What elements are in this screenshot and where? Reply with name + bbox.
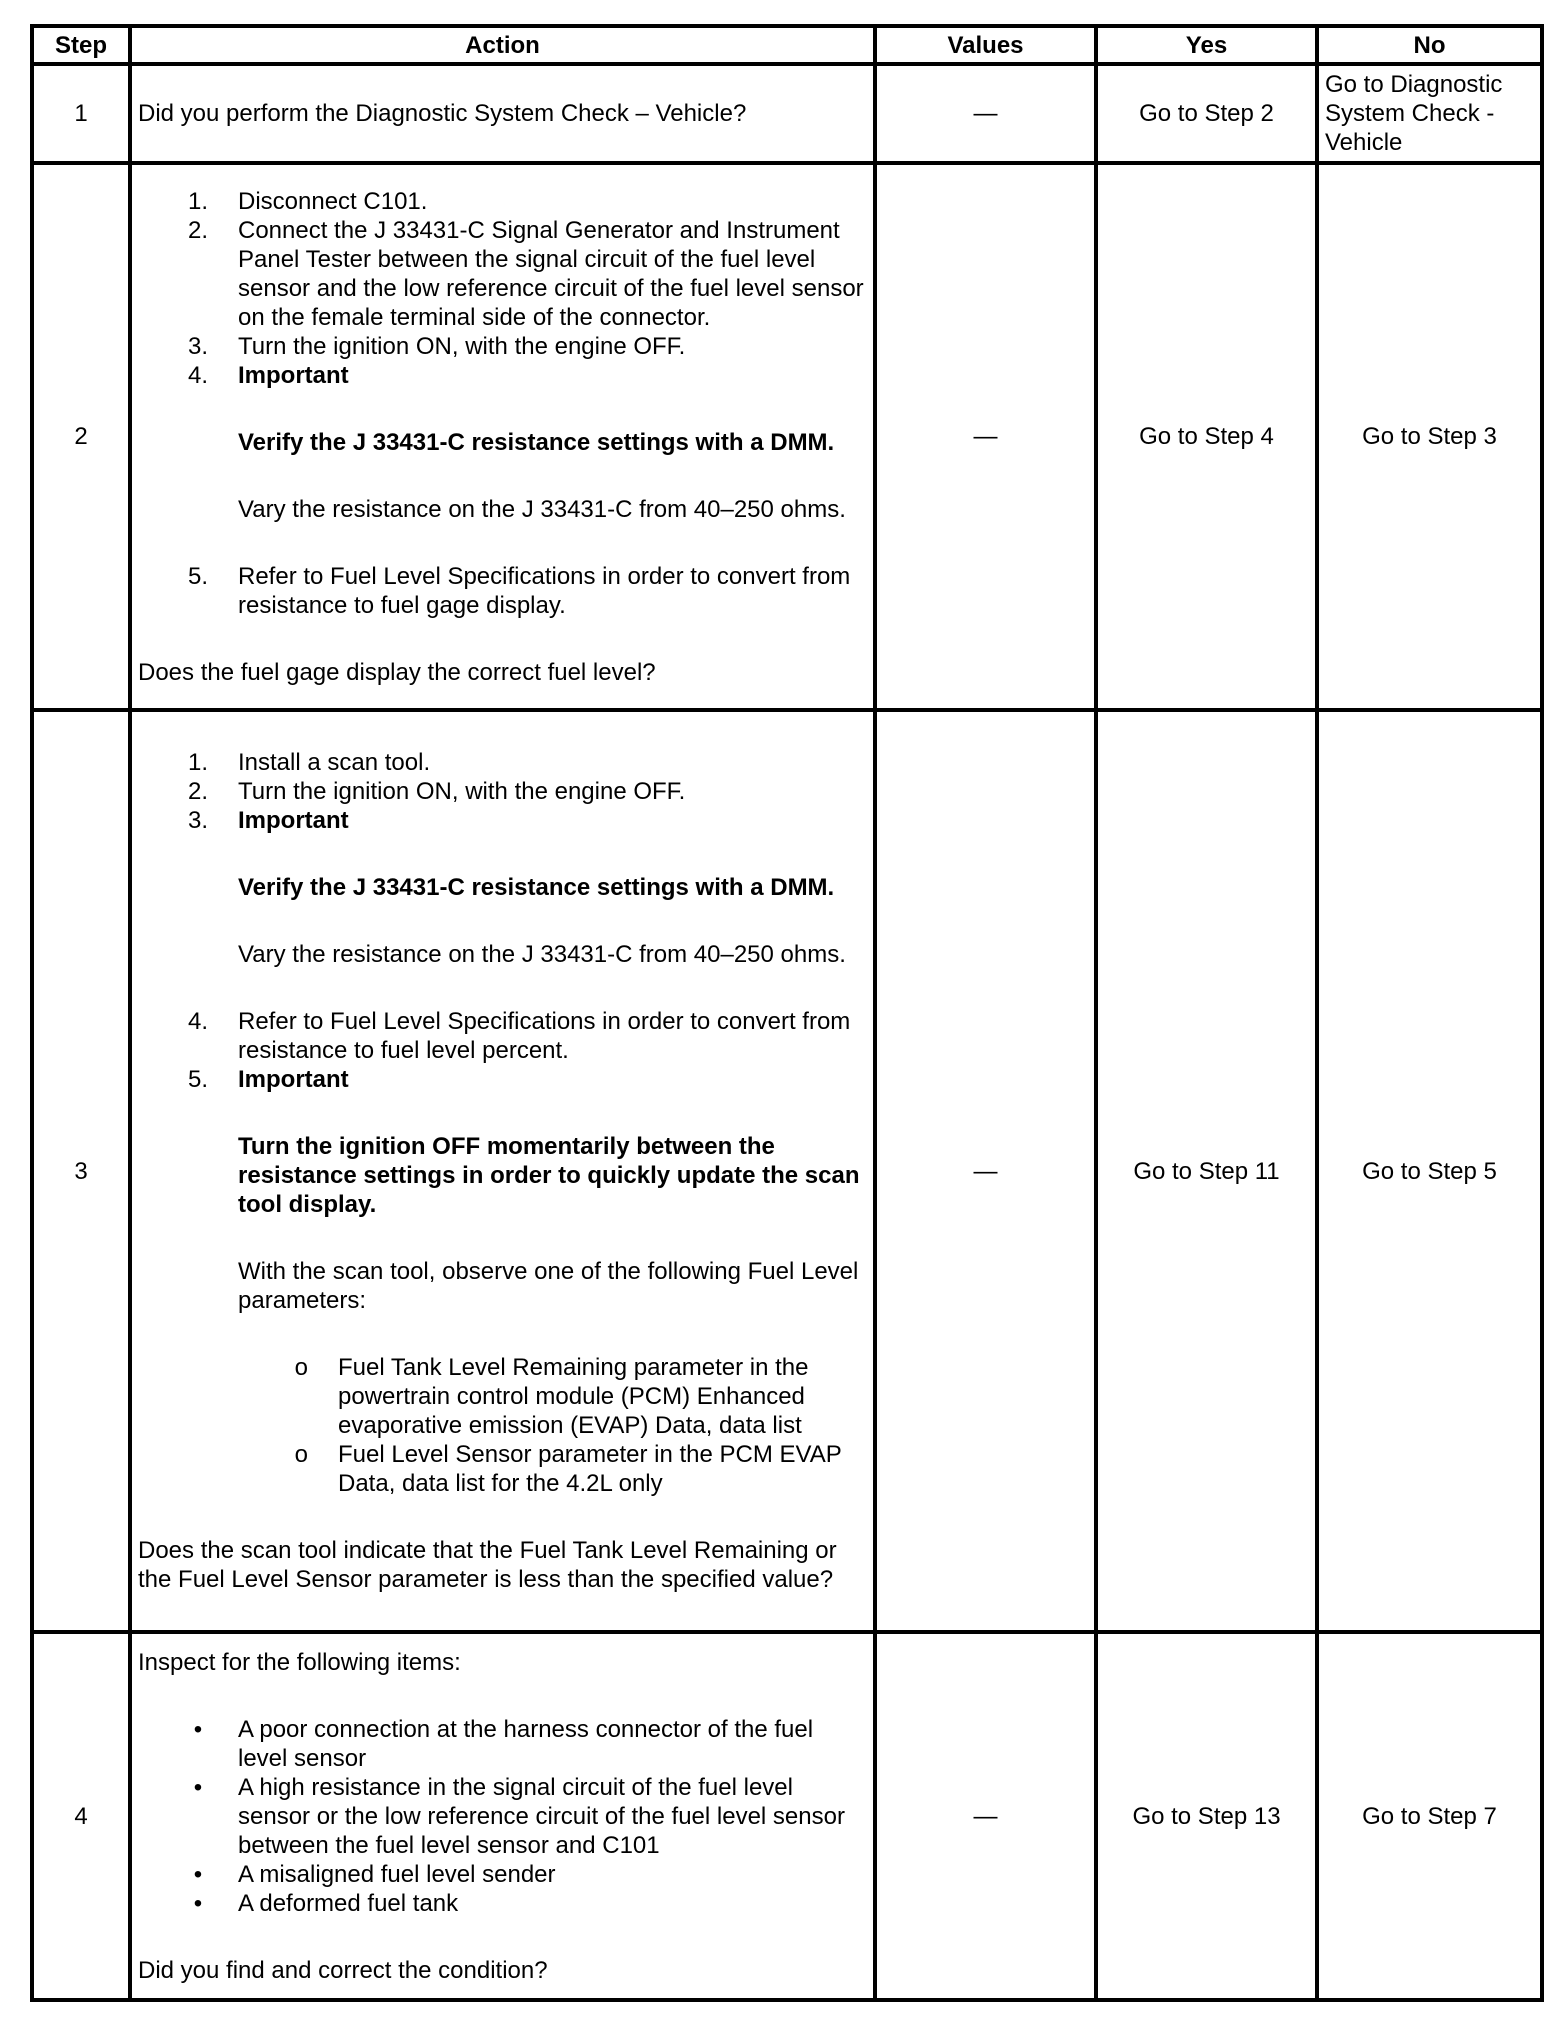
list-item: 5. Refer to Fuel Level Specifications in order to convert from resistance to fuel gage display. (187, 562, 851, 619)
values-cell: — (875, 163, 1096, 710)
vary-text: Vary the resistance on the J 33431-C from 40–250 ohms. (238, 941, 846, 968)
question-text: Did you find and correct the condition? (138, 1956, 548, 1984)
list-item: 2. Turn the ignition ON, with the engine OFF. (187, 778, 686, 805)
question-text: Did you perform the Diagnostic System Check – Vehicle? (138, 100, 747, 127)
header-no: No (1317, 26, 1542, 64)
sub-list-item: o Fuel Level Sensor parameter in the PCM EVAP Data, data list for the 4.2L only (294, 1441, 842, 1497)
yes-cell: Go to Step 2 (1096, 64, 1317, 163)
intro-text: Inspect for the following items: (138, 1648, 461, 1676)
bullet-item: • A high resistance in the signal circuit of the fuel level sensor or the low reference circuit of the fuel level sensor between the fuel level sensor and C101 (193, 1773, 845, 1859)
table-row (32, 1632, 1542, 2000)
list-item: 2. Connect the J 33431-C Signal Generator and Instrument Panel Tester between the signal circuit of the fuel level sensor and the low reference circuit of the fuel level sensor on the female terminal side of the connector. (187, 216, 864, 331)
table-row (32, 64, 1542, 163)
question-text: Does the fuel gage display the correct fuel level? (138, 658, 656, 686)
important-note: Verify the J 33431-C resistance settings with a DMM. (238, 874, 835, 901)
no-cell: Go to Diagnostic System Check - Vehicle (1317, 64, 1542, 163)
list-item: 1. Install a scan tool. (187, 749, 431, 776)
question-text: Does the scan tool indicate that the Fuel Tank Level Remaining or the Fuel Level Sensor parameter is less than the specified value? (138, 1537, 837, 1593)
step-number: 2 (32, 163, 130, 710)
list-item: 3. Important (187, 807, 349, 834)
values-cell: — (875, 1632, 1096, 2000)
values-cell: — (875, 710, 1096, 1632)
list-item: 4. Refer to Fuel Level Specifications in order to convert from resistance to fuel level percent. (187, 1008, 851, 1064)
header-action: Action (130, 26, 875, 64)
action-cell (130, 1632, 875, 2000)
important-note: Verify the J 33431-C resistance settings with a DMM. (238, 428, 835, 456)
step-number: 3 (32, 710, 130, 1632)
diagnostic-table (30, 24, 1544, 2002)
vary-text: Vary the resistance on the J 33431-C from 40–250 ohms. (238, 495, 846, 523)
yes-cell: Go to Step 11 (1096, 710, 1317, 1632)
header-row (32, 26, 1542, 64)
header-step: Step (32, 26, 130, 64)
no-cell: Go to Step 5 (1317, 710, 1542, 1632)
bullet-item: • A misaligned fuel level sender (193, 1860, 556, 1888)
bullet-item: • A deformed fuel tank (193, 1889, 459, 1917)
list-item: 5. Important (187, 1066, 349, 1093)
list-item: 4. Important (187, 361, 349, 389)
table-row (32, 710, 1542, 1632)
no-cell: Go to Step 3 (1317, 163, 1542, 710)
step-number: 1 (32, 64, 130, 163)
list-item: 1. Disconnect C101. (187, 187, 428, 215)
action-cell (130, 710, 875, 1632)
values-cell: — (875, 64, 1096, 163)
list-item: 3. Turn the ignition ON, with the engine OFF. (187, 332, 686, 360)
bullet-item: • A poor connection at the harness connector of the fuel level sensor (193, 1715, 814, 1772)
important-note: Turn the ignition OFF momentarily between the resistance settings in order to quickly update the scan tool display. (238, 1133, 860, 1218)
no-cell: Go to Step 7 (1317, 1632, 1542, 2000)
yes-cell: Go to Step 13 (1096, 1632, 1317, 2000)
observe-text: With the scan tool, observe one of the following Fuel Level parameters: (238, 1258, 859, 1314)
step-number: 4 (32, 1632, 130, 2000)
header-yes: Yes (1096, 26, 1317, 64)
sub-list-item: o Fuel Tank Level Remaining parameter in the powertrain control module (PCM) Enhanced evaporative emission (EVAP) Data, data list (294, 1354, 809, 1439)
table-row (32, 163, 1542, 710)
header-values: Values (875, 26, 1096, 64)
yes-cell: Go to Step 4 (1096, 163, 1317, 710)
action-cell (130, 163, 875, 710)
action-cell (130, 64, 875, 163)
